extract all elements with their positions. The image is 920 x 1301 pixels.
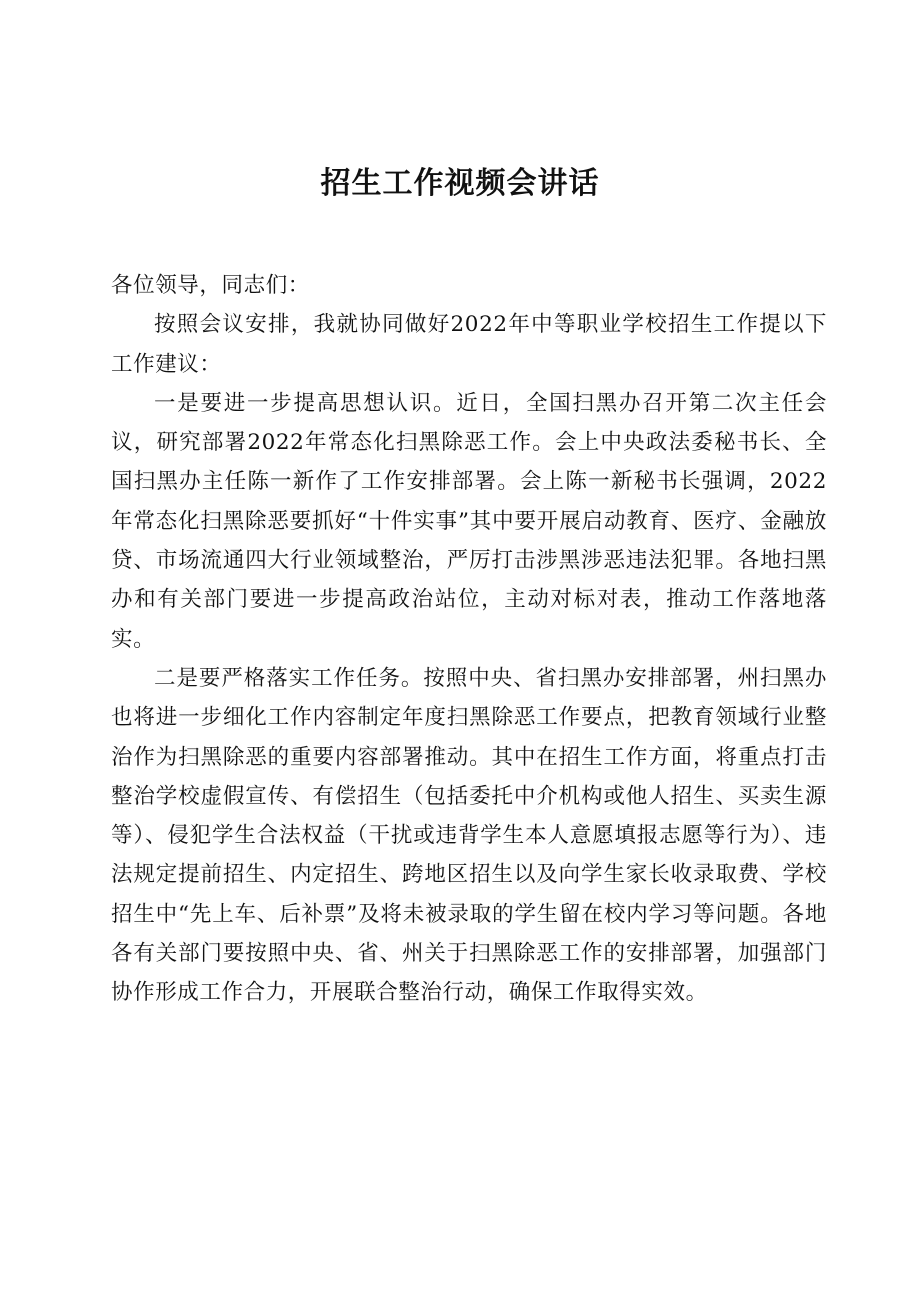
salutation: 各位领导，同志们： (111, 273, 310, 298)
document-body (111, 266, 827, 1013)
paragraph-intro: 按照会议安排，我就协同做好2022年中等职业学校招生工作提以下工作建议： (111, 312, 827, 377)
paragraph-point-two: 二是要严格落实工作任务。按照中央、省扫黑办安排部署，州扫黑办也将进一步细化工作内容制定年度扫黑除恶工作要点，把教育领域行业整治作为扫黑除恶的重要内容部署推动。其中在招生工作方面，将重点打击整治学校虚假宣传、有偿招生（包括委托中介机构或他人招生、买卖生源等）、侵犯学生合法权益（干扰或违背学生本人意愿填报志愿等行为）、违法规定提前招生、内定招生、跨地区招生以及向学生家长收录取费、学校招生中“先上车、后补票”及将未被录取的学生留在校内学习等问题。各地各有关部门要按照中央、省、州关于扫黑除恶工作的安排部署，加强部门协作形成工作合力，开展联合整治行动，确保工作取得实效。 (111, 665, 827, 1006)
paragraph-point-one: 一是要进一步提高思想认识。近日，全国扫黑办召开第二次主任会议，研究部署2022年常态化扫黑除恶工作。会上中央政法委秘书长、全国扫黑办主任陈一新作了工作安排部署。会上陈一新秘书长强调，2022年常态化扫黑除恶要抓好“十件实事”其中要开展启动教育、医疗、金融放贷、市场流通四大行业领域整治，严厉打击涉黑涉恶违法犯罪。各地扫黑办和有关部门要进一步提高政治站位，主动对标对表，推动工作落地落实。 (111, 390, 827, 652)
document-title: 招生工作视频会讲话 (320, 166, 600, 201)
